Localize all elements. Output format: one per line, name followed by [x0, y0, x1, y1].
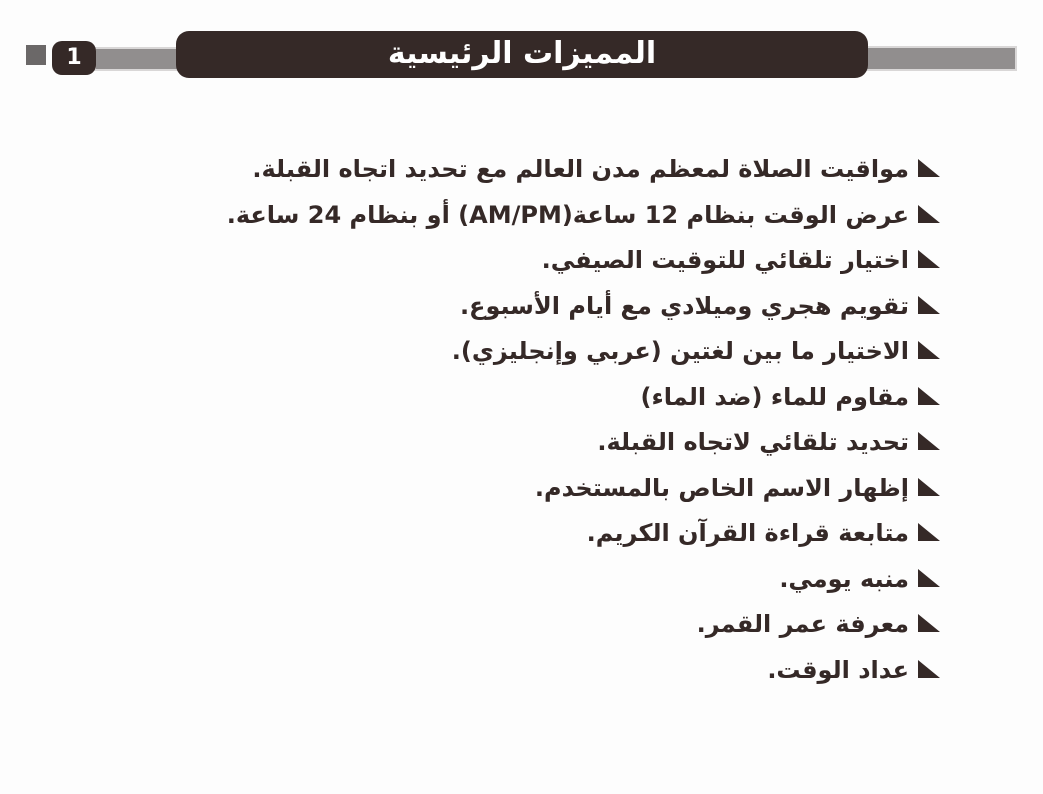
triangle-bullet-icon — [918, 296, 940, 314]
feature-item — [60, 238, 940, 284]
feature-item — [60, 193, 940, 239]
feature-item — [60, 557, 940, 603]
feature-text: منبه يومي. — [779, 564, 909, 593]
triangle-bullet-icon — [918, 614, 940, 632]
feature-text: مقاوم للماء (ضد الماء) — [640, 382, 909, 411]
triangle-bullet-icon — [918, 250, 940, 268]
feature-text: متابعة قراءة القرآن الكريم. — [586, 519, 909, 547]
triangle-bullet-icon — [918, 387, 940, 405]
header-connector-bar-right — [862, 46, 1017, 71]
triangle-bullet-icon — [918, 432, 940, 450]
feature-text: اختيار تلقائي للتوقيت الصيفي. — [541, 246, 909, 274]
feature-list — [60, 147, 940, 693]
header-connector-bar-left — [94, 47, 182, 71]
feature-item — [60, 511, 940, 557]
triangle-bullet-icon — [918, 569, 940, 587]
feature-item — [60, 648, 940, 694]
feature-item — [60, 466, 940, 512]
feature-item — [60, 602, 940, 648]
triangle-bullet-icon — [918, 205, 940, 223]
section-title-banner: المميزات الرئيسية — [176, 31, 868, 78]
triangle-bullet-icon — [918, 523, 940, 541]
feature-text: معرفة عمر القمر. — [696, 610, 909, 638]
feature-text: إظهار الاسم الخاص بالمستخدم. — [534, 473, 909, 502]
triangle-bullet-icon — [918, 660, 940, 678]
feature-item — [60, 329, 940, 375]
page-number-badge: 1 — [52, 41, 96, 75]
feature-text: مواقيت الصلاة لمعظم مدن العالم مع تحديد اتجاه القبلة. — [252, 155, 909, 183]
triangle-bullet-icon — [918, 159, 940, 177]
feature-text: تحديد تلقائي لاتجاه القبلة. — [597, 428, 909, 456]
feature-text: الاختيار ما بين لغتين (عربي وإنجليزي). — [451, 337, 909, 365]
feature-text: تقويم هجري وميلادي مع أيام الأسبوع. — [459, 291, 909, 320]
corner-square-decoration — [26, 45, 46, 65]
triangle-bullet-icon — [918, 478, 940, 496]
feature-item — [60, 375, 940, 421]
feature-item — [60, 420, 940, 466]
triangle-bullet-icon — [918, 341, 940, 359]
feature-text: عداد الوقت. — [767, 655, 909, 684]
feature-text: عرض الوقت بنظام 12 ساعة(AM/PM) أو بنظام 24 ساعة. — [226, 200, 909, 229]
feature-item — [60, 147, 940, 193]
feature-item — [60, 284, 940, 330]
